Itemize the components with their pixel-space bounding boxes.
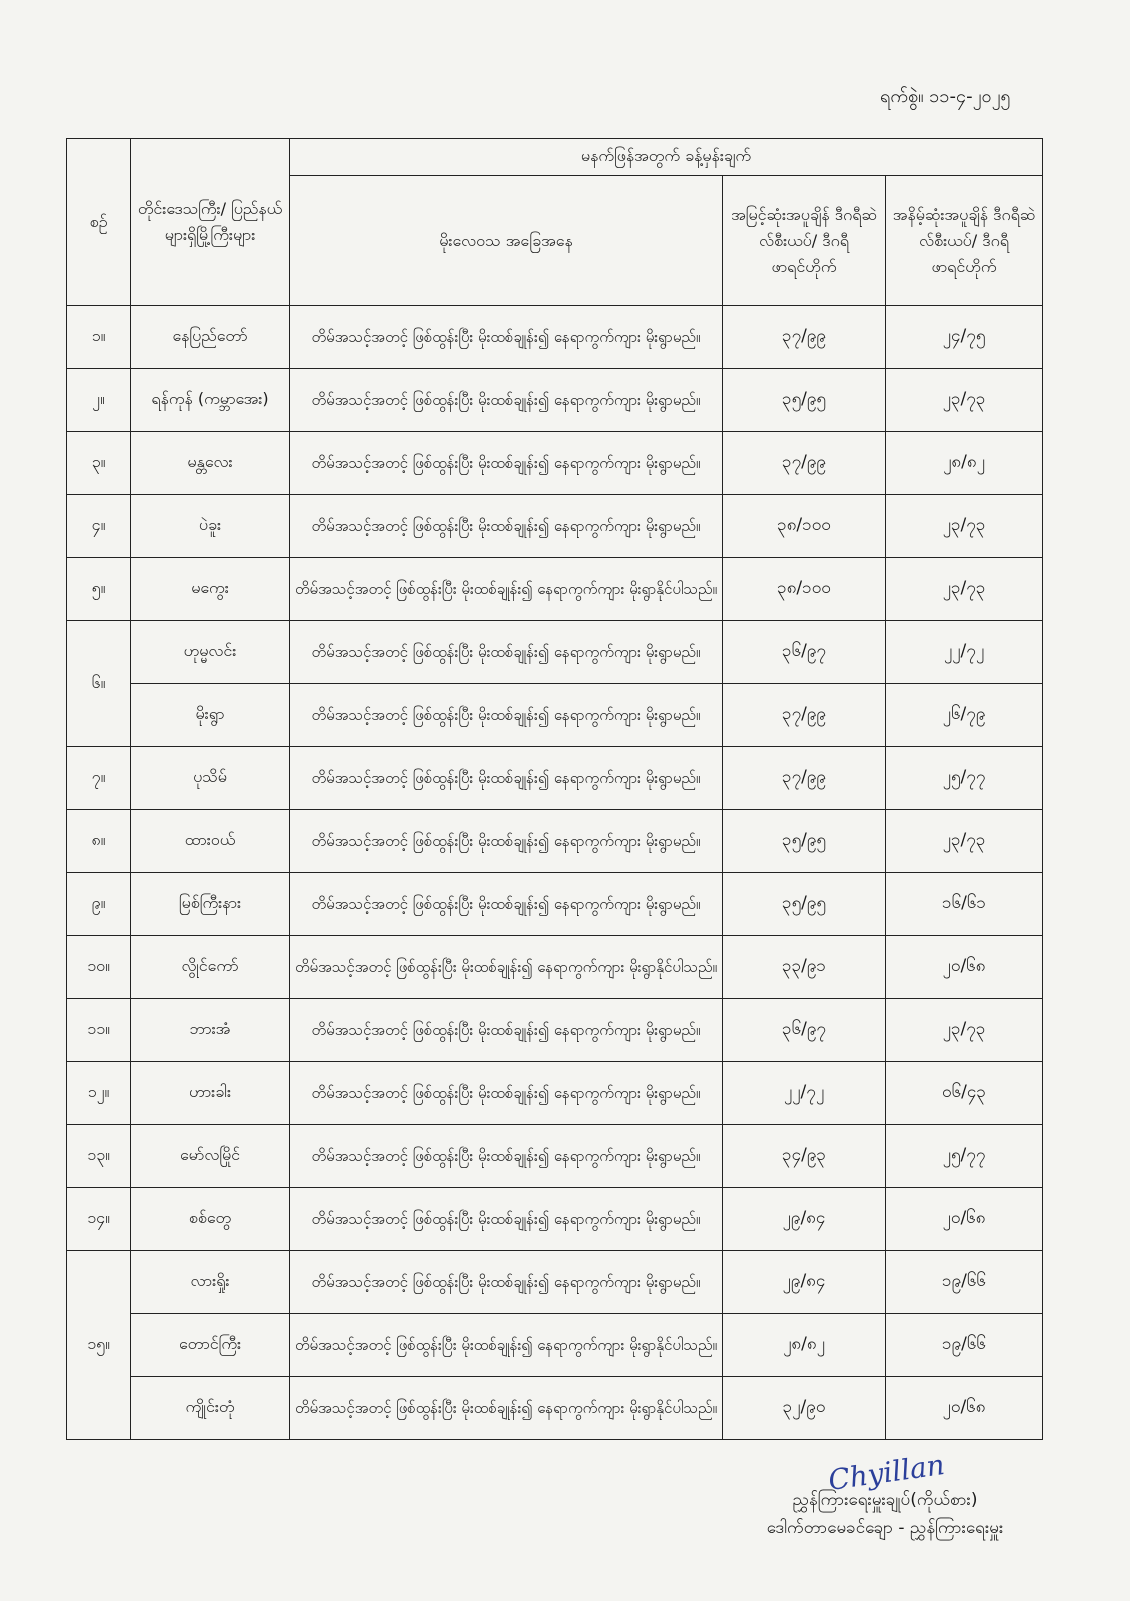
row-max-temp: ၃၄/၉၃ xyxy=(723,1125,886,1188)
row-min-temp: ၂၃/၇၃ xyxy=(886,999,1043,1062)
row-max-temp: ၃၃/၉၁ xyxy=(723,936,886,999)
row-city: မန္တလေး xyxy=(131,432,290,495)
table-row xyxy=(67,558,1043,621)
row-max-temp: ၃၇/၉၉ xyxy=(723,747,886,810)
row-condition: တိမ်အသင့်အတင့် ဖြစ်ထွန်းပြီး မိုးထစ်ချုန်း၍ နေရာကွက်ကျား မိုးရွာမည်။ xyxy=(290,432,723,495)
row-city: ကျိုင်းတုံ xyxy=(131,1377,290,1440)
row-min-temp: ၂၃/၇၃ xyxy=(886,558,1043,621)
table-row xyxy=(67,306,1043,369)
header-city: တိုင်းဒေသကြီး/ ပြည်နယ်များရှိမြို့ကြီးများ xyxy=(131,139,290,306)
table-row xyxy=(67,810,1043,873)
table-row xyxy=(67,1125,1043,1188)
header-serial: စဉ် xyxy=(67,139,131,306)
row-max-temp: ၃၆/၉၇ xyxy=(723,621,886,684)
row-min-temp: ၂၅/၇၇ xyxy=(886,1125,1043,1188)
row-serial: ၁၅။ xyxy=(67,1251,131,1440)
row-city: ပဲခူး xyxy=(131,495,290,558)
table-row xyxy=(67,684,1043,747)
row-max-temp: ၃၇/၉၉ xyxy=(723,684,886,747)
row-city: မြစ်ကြီးနား xyxy=(131,873,290,936)
row-min-temp: ၂၀/၆၈ xyxy=(886,1377,1043,1440)
table-row xyxy=(67,1314,1043,1377)
row-serial: ၂။ xyxy=(67,369,131,432)
table-row xyxy=(67,432,1043,495)
row-max-temp: ၃၆/၉၇ xyxy=(723,999,886,1062)
row-serial: ၁၂။ xyxy=(67,1062,131,1125)
row-min-temp: ၂၃/၇၃ xyxy=(886,369,1043,432)
row-min-temp: ၂၆/၇၉ xyxy=(886,684,1043,747)
row-serial: ၉။ xyxy=(67,873,131,936)
row-condition: တိမ်အသင့်အတင့် ဖြစ်ထွန်းပြီး မိုးထစ်ချုန်း၍ နေရာကွက်ကျား မိုးရွာမည်။ xyxy=(290,999,723,1062)
table-row xyxy=(67,999,1043,1062)
row-min-temp: ၂၂/၇၂ xyxy=(886,621,1043,684)
row-condition: တိမ်အသင့်အတင့် ဖြစ်ထွန်းပြီး မိုးထစ်ချုန်း၍ နေရာကွက်ကျား မိုးရွာမည်။ xyxy=(290,495,723,558)
row-min-temp: ၂၀/၆၈ xyxy=(886,936,1043,999)
header-max-temp: အမြင့်ဆုံးအပူချိန် ဒီဂရီဆဲလ်စီးယပ်/ ဒီဂရီဖာရင်ဟိုက် xyxy=(723,176,886,306)
row-min-temp: ၂၄/၇၅ xyxy=(886,306,1043,369)
row-max-temp: ၃၅/၉၅ xyxy=(723,810,886,873)
row-condition: တိမ်အသင့်အတင့် ဖြစ်ထွန်းပြီး မိုးထစ်ချုန်း၍ နေရာကွက်ကျား မိုးရွာမည်။ xyxy=(290,369,723,432)
row-serial: ၇။ xyxy=(67,747,131,810)
row-city: လားရှိုး xyxy=(131,1251,290,1314)
row-condition: တိမ်အသင့်အတင့် ဖြစ်ထွန်းပြီး မိုးထစ်ချုန်း၍ နေရာကွက်ကျား မိုးရွာမည်။ xyxy=(290,747,723,810)
row-serial: ၆။ xyxy=(67,621,131,747)
table-row xyxy=(67,936,1043,999)
table-row xyxy=(67,747,1043,810)
row-min-temp: ၀၆/၄၃ xyxy=(886,1062,1043,1125)
row-serial: ၄။ xyxy=(67,495,131,558)
table-row xyxy=(67,1377,1043,1440)
row-city: စစ်တွေ xyxy=(131,1188,290,1251)
row-condition: တိမ်အသင့်အတင့် ဖြစ်ထွန်းပြီး မိုးထစ်ချုန်း၍ နေရာကွက်ကျား မိုးရွာမည်။ xyxy=(290,1251,723,1314)
row-city: ထားဝယ် xyxy=(131,810,290,873)
row-condition: တိမ်အသင့်အတင့် ဖြစ်ထွန်းပြီး မိုးထစ်ချုန်း၍ နေရာကွက်ကျား မိုးရွာမည်။ xyxy=(290,306,723,369)
row-serial: ၁၀။ xyxy=(67,936,131,999)
row-min-temp: ၁၉/၆၆ xyxy=(886,1314,1043,1377)
row-max-temp: ၃၅/၉၅ xyxy=(723,873,886,936)
signature-mark: Chyillan xyxy=(826,1448,947,1497)
header-min-temp: အနိမ့်ဆုံးအပူချိန် ဒီဂရီဆဲလ်စီးယပ်/ ဒီဂရီဖာရင်ဟိုက် xyxy=(886,176,1043,306)
document-date: ရက်စွဲ။ ၁၁-၄-၂၀၂၅ xyxy=(880,86,1011,107)
row-serial: ၁၁။ xyxy=(67,999,131,1062)
row-city: နေပြည်တော် xyxy=(131,306,290,369)
row-max-temp: ၃၂/၉၀ xyxy=(723,1377,886,1440)
row-serial: ၅။ xyxy=(67,558,131,621)
row-max-temp: ၃၇/၉၉ xyxy=(723,306,886,369)
row-min-temp: ၂၅/၇၇ xyxy=(886,747,1043,810)
row-min-temp: ၂၃/၇၃ xyxy=(886,810,1043,873)
row-max-temp: ၂၂/၇၂ xyxy=(723,1062,886,1125)
row-max-temp: ၃၈/၁၀၀ xyxy=(723,495,886,558)
row-condition: တိမ်အသင့်အတင့် ဖြစ်ထွန်းပြီး မိုးထစ်ချုန်း၍ နေရာကွက်ကျား မိုးရွာနိုင်ပါသည်။ xyxy=(290,1314,723,1377)
row-city: ရန်ကုန် (ကမ္ဘာအေး) xyxy=(131,369,290,432)
header-condition: မိုးလေဝသ အခြေအနေ xyxy=(290,176,723,306)
forecast-table xyxy=(66,138,1043,1440)
row-city: ပုသိမ် xyxy=(131,747,290,810)
row-condition: တိမ်အသင့်အတင့် ဖြစ်ထွန်းပြီး မိုးထစ်ချုန်း၍ နေရာကွက်ကျား မိုးရွာမည်။ xyxy=(290,810,723,873)
signature-line-2: ဒေါက်တာမေခင်ချော - ညွှန်ကြားရေးမှူး xyxy=(766,1518,1004,1538)
row-condition: တိမ်အသင့်အတင့် ဖြစ်ထွန်းပြီး မိုးထစ်ချုန်း၍ နေရာကွက်ကျား မိုးရွာနိုင်ပါသည်။ xyxy=(290,1377,723,1440)
row-min-temp: ၂၃/၇၃ xyxy=(886,495,1043,558)
table-row xyxy=(67,1062,1043,1125)
row-condition: တိမ်အသင့်အတင့် ဖြစ်ထွန်းပြီး မိုးထစ်ချုန်း၍ နေရာကွက်ကျား မိုးရွာမည်။ xyxy=(290,684,723,747)
row-serial: ၁၃။ xyxy=(67,1125,131,1188)
row-city: မော်လမြိုင် xyxy=(131,1125,290,1188)
header-forecast-group: မနက်ဖြန်အတွက် ခန့်မှန်းချက် xyxy=(290,139,1043,176)
table-row xyxy=(67,495,1043,558)
row-max-temp: ၂၈/၈၂ xyxy=(723,1314,886,1377)
table-row xyxy=(67,1188,1043,1251)
row-condition: တိမ်အသင့်အတင့် ဖြစ်ထွန်းပြီး မိုးထစ်ချုန်း၍ နေရာကွက်ကျား မိုးရွာမည်။ xyxy=(290,1125,723,1188)
row-condition: တိမ်အသင့်အတင့် ဖြစ်ထွန်းပြီး မိုးထစ်ချုန်း၍ နေရာကွက်ကျား မိုးရွာမည်။ xyxy=(290,873,723,936)
row-max-temp: ၃၇/၉၉ xyxy=(723,432,886,495)
row-min-temp: ၁၉/၆၆ xyxy=(886,1251,1043,1314)
row-condition: တိမ်အသင့်အတင့် ဖြစ်ထွန်းပြီး မိုးထစ်ချုန်း၍ နေရာကွက်ကျား မိုးရွာမည်။ xyxy=(290,1062,723,1125)
row-condition: တိမ်အသင့်အတင့် ဖြစ်ထွန်းပြီး မိုးထစ်ချုန်း၍ နေရာကွက်ကျား မိုးရွာနိုင်ပါသည်။ xyxy=(290,936,723,999)
row-condition: တိမ်အသင့်အတင့် ဖြစ်ထွန်းပြီး မိုးထစ်ချုန်း၍ နေရာကွက်ကျား မိုးရွာမည်။ xyxy=(290,621,723,684)
row-city: မိုးရွာ xyxy=(131,684,290,747)
row-serial: ၃။ xyxy=(67,432,131,495)
row-max-temp: ၃၈/၁၀၀ xyxy=(723,558,886,621)
row-city: လွိုင်ကော် xyxy=(131,936,290,999)
row-serial: ၈။ xyxy=(67,810,131,873)
row-city: တောင်ကြီး xyxy=(131,1314,290,1377)
row-min-temp: ၂၈/၈၂ xyxy=(886,432,1043,495)
row-min-temp: ၂၀/၆၈ xyxy=(886,1188,1043,1251)
row-min-temp: ၁၆/၆၁ xyxy=(886,873,1043,936)
row-serial: ၁။ xyxy=(67,306,131,369)
signature-line-1: ညွှန်ကြားရေးမှူးချုပ်(ကိုယ်စား) xyxy=(792,1490,978,1510)
row-condition: တိမ်အသင့်အတင့် ဖြစ်ထွန်းပြီး မိုးထစ်ချုန်း၍ နေရာကွက်ကျား မိုးရွာနိုင်ပါသည်။ xyxy=(290,558,723,621)
row-serial: ၁၄။ xyxy=(67,1188,131,1251)
row-max-temp: ၃၅/၉၅ xyxy=(723,369,886,432)
row-max-temp: ၂၉/၈၄ xyxy=(723,1251,886,1314)
row-city: မကွေး xyxy=(131,558,290,621)
table-row xyxy=(67,873,1043,936)
table-row xyxy=(67,1251,1043,1314)
row-condition: တိမ်အသင့်အတင့် ဖြစ်ထွန်းပြီး မိုးထစ်ချုန်း၍ နေရာကွက်ကျား မိုးရွာမည်။ xyxy=(290,1188,723,1251)
row-city: ဟုမ္မလင်း xyxy=(131,621,290,684)
signature-block xyxy=(720,1458,1050,1542)
row-city: ဘားအံ xyxy=(131,999,290,1062)
table-row xyxy=(67,621,1043,684)
row-city: ဟားခါး xyxy=(131,1062,290,1125)
table-row xyxy=(67,369,1043,432)
row-max-temp: ၂၉/၈၄ xyxy=(723,1188,886,1251)
